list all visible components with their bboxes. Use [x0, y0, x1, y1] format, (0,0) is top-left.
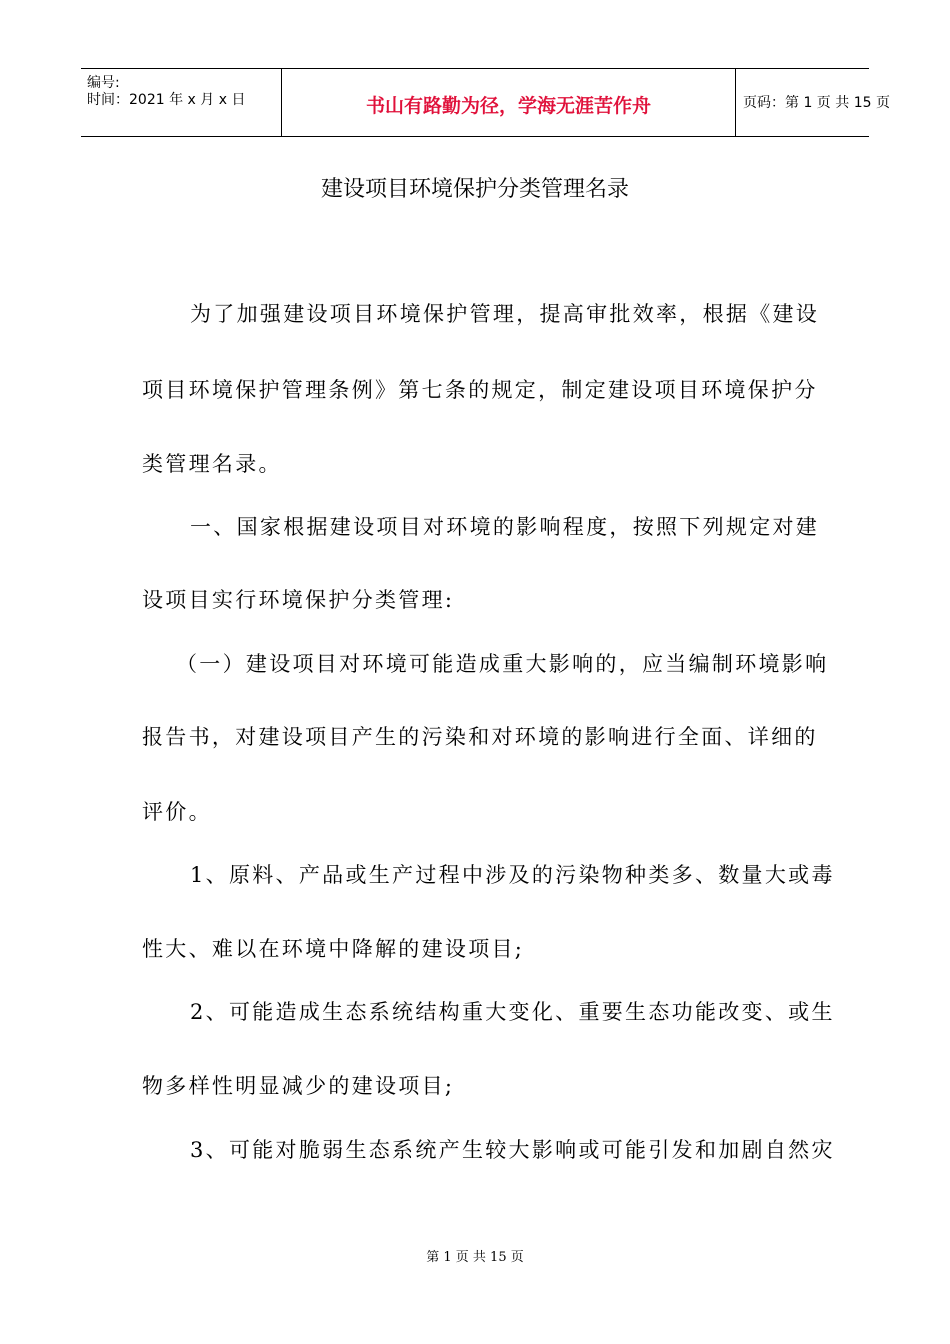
body-line: 1、原料、产品或生产过程中涉及的污染物种类多、数量大或毒	[190, 863, 835, 887]
body-line: 类管理名录。	[142, 452, 282, 476]
body-line: 设项目实行环境保护分类管理:	[142, 588, 455, 612]
page-code: 页码：第 1 页 共 15 页	[743, 95, 890, 111]
page-footer: 第 1 页 共 15 页	[426, 1250, 524, 1265]
number-label: 编号:	[87, 75, 120, 91]
body-line: 物多样性明显减少的建设项目;	[142, 1074, 455, 1098]
header-page-cell	[735, 69, 890, 136]
date-label: 时间：2021 年 x 月 x 日	[87, 92, 246, 108]
body-line: 项目环境保护管理条例》第七条的规定，制定建设项目环境保护分	[142, 378, 818, 402]
motto-text: 书山有路勤为径，学海无涯苦作舟	[365, 95, 651, 117]
body-line: 为了加强建设项目环境保护管理，提高审批效率，根据《建设	[190, 302, 820, 326]
body-line: 性大、难以在环境中降解的建设项目;	[142, 937, 525, 961]
document-title: 建设项目环境保护分类管理名录	[320, 177, 629, 202]
body-line: 3、可能对脆弱生态系统产生较大影响或可能引发和加剧自然灾	[190, 1138, 835, 1162]
body-line: 报告书，对建设项目产生的污染和对环境的影响进行全面、详细的	[142, 725, 818, 749]
header-motto-cell	[281, 69, 736, 136]
body-line: 一、国家根据建设项目对环境的影响程度，按照下列规定对建	[190, 515, 820, 539]
body-line: 评价。	[142, 800, 212, 824]
document-header	[81, 68, 890, 137]
body-line: 2、可能造成生态系统结构重大变化、重要生态功能改变、或生	[190, 1000, 835, 1024]
body-line: （一）建设项目对环境可能造成重大影响的，应当编制环境影响	[176, 652, 829, 676]
header-meta-cell	[81, 69, 281, 136]
